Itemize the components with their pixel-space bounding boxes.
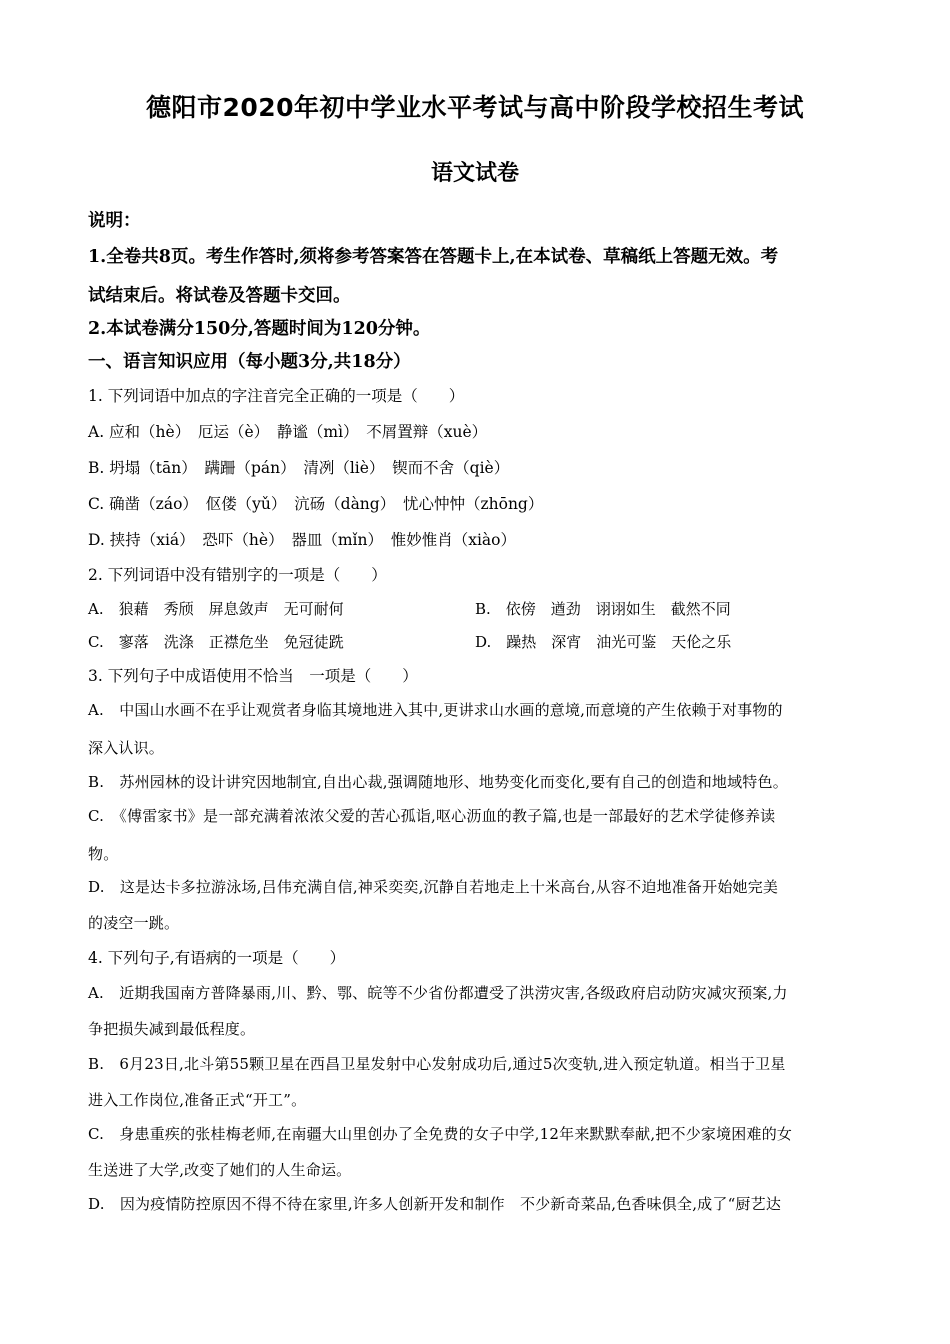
q1-option-a: A. 应和（hè） 厄运（è） 静谧（mì） 不屑置辩（xuè） [88, 423, 488, 441]
q2-option-b: B. 依傍 遒劲 诩诩如生 截然不同 [475, 600, 731, 618]
q2-stem: 2. 下列词语中没有错别字的一项是（ ） [88, 566, 387, 584]
q1-option-b: B. 坍塌（tān） 蹒跚（pán） 清冽（liè） 锲而不舍（qiè） [88, 459, 510, 477]
q3-option-c-line2: 物。 [88, 845, 119, 863]
q3-option-b-line1: B. 苏州园林的设计讲究因地制宜,自出心裁,强调随地形、地势变化而变化,要有自己的创造和地域特色。 [88, 773, 788, 791]
q2-option-a: A. 狼藉 秀颀 屏息敛声 无可耐何 [88, 600, 344, 618]
notes-heading: 说明： [88, 211, 141, 231]
exam-subtitle: 语文试卷 [430, 161, 519, 186]
q2-option-d: D. 躁热 深宵 油光可鉴 天伦之乐 [475, 633, 732, 651]
q3-option-d-line1: D. 这是达卡多拉游泳场,吕伟充满自信,神采奕奕,沉静自若地走上十米高台,从容不迫地准备开始她完美 [88, 878, 779, 896]
q3-option-a-line2: 深入认识。 [88, 739, 165, 757]
note-1b: 试结束后。将试卷及答题卡交回。 [88, 286, 351, 306]
q4-stem: 4. 下列句子,有语病的一项是（ ） [88, 949, 346, 967]
q3-option-d-line2: 的凌空一跳。 [88, 914, 180, 932]
q2-option-c: C. 寥落 洗涤 正襟危坐 免冠徒跣 [88, 633, 344, 651]
note-2: 2.本试卷满分150分,答题时间为120分钟。 [88, 319, 431, 339]
q3-stem: 3. 下列句子中成语使用不恰当 一项是（ ） [88, 667, 418, 685]
q4-option-c-line1: C. 身患重疾的张桂梅老师,在南疆大山里创办了全免费的女子中学,12年来默默奉献,把不少家境困难的女 [88, 1125, 793, 1143]
section-heading: 一、语言知识应用（每小题3分,共18分） [88, 352, 411, 372]
q3-option-c-line1: C. 《傅雷家书》是一部充满着浓浓父爱的苦心孤诣,呕心沥血的教子篇,也是一部最好的艺术学徒修养读 [88, 807, 776, 825]
q4-option-b-line1: B. 6月23日,北斗第55颗卫星在西昌卫星发射中心发射成功后,通过5次变轨,进入预定轨道。相当于卫星 [88, 1055, 786, 1073]
q3-option-a-line1: A. 中国山水画不在乎让观赏者身临其境地进入其中,更讲求山水画的意境,而意境的产生依赖于对事物的 [88, 701, 783, 719]
q4-option-c-line2: 生送进了大学,改变了她们的人生命运。 [88, 1161, 352, 1179]
exam-title: 德阳市2020年初中学业水平考试与高中阶段学校招生考试 [145, 93, 805, 122]
q1-stem: 1. 下列词语中加点的字注音完全正确的一项是（ ） [88, 387, 465, 405]
q4-option-a-line1: A. 近期我国南方普降暴雨,川、黔、鄂、皖等不少省份都遭受了洪涝灾害,各级政府启动防灾减灾预案,力 [88, 984, 788, 1002]
q4-option-b-line2: 进入工作岗位,准备正式“开工”。 [88, 1091, 307, 1109]
q1-option-c: C. 确凿（záo） 伛偻（yǔ） 沆砀（dàng） 忧心忡忡（zhōng） [88, 495, 544, 513]
q4-option-d-line1: D. 因为疫情防控原因不得不待在家里,许多人创新开发和制作 不少新奇菜品,色香味俱全,成了“厨艺达 [88, 1195, 782, 1213]
q1-option-d: D. 挟持（xiá） 恐吓（hè） 器皿（mǐn） 惟妙惟肖（xiào） [88, 531, 516, 549]
q4-option-a-line2: 争把损失减到最低程度。 [88, 1020, 256, 1038]
note-1a: 1.全卷共8页。考生作答时,须将参考答案答在答题卡上,在本试卷、草稿纸上答题无效。考 [88, 247, 779, 267]
